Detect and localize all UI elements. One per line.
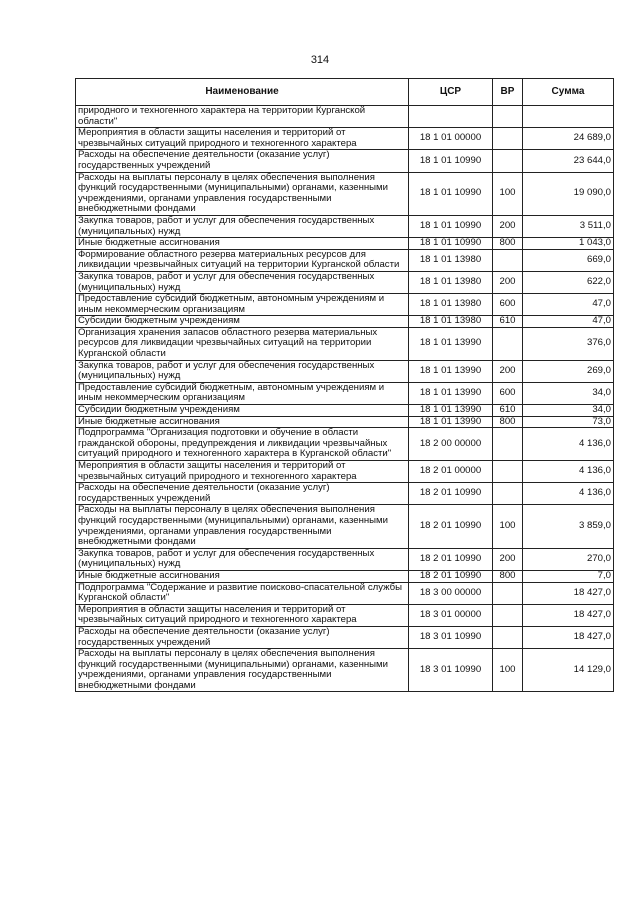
row-sum-cell: 669,0 (523, 249, 614, 271)
row-csr-cell: 18 3 01 10990 (409, 626, 493, 648)
row-sum-cell: 269,0 (523, 360, 614, 382)
row-csr-cell: 18 2 01 10990 (409, 483, 493, 505)
row-sum-cell: 4 136,0 (523, 428, 614, 461)
table-body (76, 106, 614, 692)
row-vr-cell: 610 (493, 316, 523, 328)
row-vr-cell: 800 (493, 238, 523, 250)
row-sum-cell: 3 859,0 (523, 505, 614, 548)
row-name-cell: Субсидии бюджетным учреждениям (76, 405, 409, 417)
row-sum-cell: 23 644,0 (523, 150, 614, 172)
table-row (76, 360, 614, 382)
table-row (76, 294, 614, 316)
table-row (76, 626, 614, 648)
row-name-cell: Закупка товаров, работ и услуг для обеспечения государственных (муниципальных) нужд (76, 360, 409, 382)
table-row (76, 150, 614, 172)
row-name-cell: Предоставление субсидий бюджетным, автономным учреждениям и иным некоммерческим организациям (76, 382, 409, 404)
row-vr-cell: 800 (493, 416, 523, 428)
row-vr-cell: 800 (493, 570, 523, 582)
row-vr-cell: 600 (493, 382, 523, 404)
row-name-cell: Расходы на выплаты персоналу в целях обеспечения выполнения функций государственными (муниципальными) органами, казенными учреждениями, органами управления государственными внебюджетными фондами (76, 649, 409, 692)
row-csr-cell: 18 2 01 10990 (409, 570, 493, 582)
table-row (76, 461, 614, 483)
table-row (76, 249, 614, 271)
row-vr-cell: 100 (493, 172, 523, 215)
row-name-cell: Расходы на обеспечение деятельности (оказание услуг) государственных учреждений (76, 626, 409, 648)
row-vr-cell: 100 (493, 505, 523, 548)
row-csr-cell: 18 1 01 13990 (409, 327, 493, 360)
table-row (76, 382, 614, 404)
table-row (76, 172, 614, 215)
row-name-cell: Организация хранения запасов областного резерва материальных ресурсов для ликвидации чрезвычайных ситуаций на территории Курганской области (76, 327, 409, 360)
row-csr-cell (409, 106, 493, 128)
row-name-cell: Расходы на выплаты персоналу в целях обеспечения выполнения функций государственными (муниципальными) органами, казенными учреждениями, органами управления государственными внебюджетными фондами (76, 505, 409, 548)
table-row (76, 548, 614, 570)
row-name-cell: Иные бюджетные ассигнования (76, 416, 409, 428)
table-row (76, 316, 614, 328)
row-csr-cell: 18 2 01 00000 (409, 461, 493, 483)
row-name-cell: Субсидии бюджетным учреждениям (76, 316, 409, 328)
row-vr-cell (493, 128, 523, 150)
row-sum-cell: 18 427,0 (523, 582, 614, 604)
table-row (76, 238, 614, 250)
table-row (76, 327, 614, 360)
table-row (76, 106, 614, 128)
row-csr-cell: 18 3 01 10990 (409, 649, 493, 692)
table-row (76, 582, 614, 604)
header-vr: ВР (493, 79, 523, 106)
row-csr-cell: 18 1 01 13990 (409, 382, 493, 404)
row-sum-cell: 47,0 (523, 316, 614, 328)
table-row (76, 649, 614, 692)
row-name-cell: Иные бюджетные ассигнования (76, 570, 409, 582)
header-name: Наименование (76, 79, 409, 106)
row-vr-cell: 200 (493, 360, 523, 382)
row-name-cell: Закупка товаров, работ и услуг для обеспечения государственных (муниципальных) нужд (76, 548, 409, 570)
row-csr-cell: 18 1 01 10990 (409, 150, 493, 172)
row-sum-cell: 270,0 (523, 548, 614, 570)
row-csr-cell: 18 1 01 13980 (409, 249, 493, 271)
row-name-cell: Мероприятия в области защиты населения и территорий от чрезвычайных ситуаций природного и техногенного характера (76, 461, 409, 483)
budget-table (75, 78, 614, 692)
row-sum-cell: 19 090,0 (523, 172, 614, 215)
row-sum-cell: 1 043,0 (523, 238, 614, 250)
row-csr-cell: 18 1 01 10990 (409, 172, 493, 215)
row-vr-cell: 610 (493, 405, 523, 417)
row-vr-cell (493, 461, 523, 483)
row-vr-cell: 200 (493, 215, 523, 237)
row-sum-cell: 376,0 (523, 327, 614, 360)
table-row (76, 604, 614, 626)
table-row (76, 416, 614, 428)
row-name-cell: Подпрограмма "Содержание и развитие поисково-спасательной службы Курганской области" (76, 582, 409, 604)
row-sum-cell: 73,0 (523, 416, 614, 428)
table-row (76, 483, 614, 505)
row-csr-cell: 18 1 01 13980 (409, 316, 493, 328)
row-vr-cell (493, 150, 523, 172)
row-vr-cell (493, 626, 523, 648)
row-sum-cell: 4 136,0 (523, 483, 614, 505)
row-name-cell: Формирование областного резерва материальных ресурсов для ликвидации чрезвычайных ситуаций на территории Курганской области (76, 249, 409, 271)
row-vr-cell: 100 (493, 649, 523, 692)
row-sum-cell: 34,0 (523, 382, 614, 404)
table-row (76, 271, 614, 293)
row-csr-cell: 18 2 01 10990 (409, 505, 493, 548)
row-sum-cell: 4 136,0 (523, 461, 614, 483)
page-number: 314 (310, 54, 330, 66)
row-csr-cell: 18 1 01 13990 (409, 416, 493, 428)
row-csr-cell: 18 1 01 13980 (409, 271, 493, 293)
row-csr-cell: 18 2 00 00000 (409, 428, 493, 461)
row-name-cell: Расходы на выплаты персоналу в целях обеспечения выполнения функций государственными (муниципальными) органами, казенными учреждениями, органами управления государственными внебюджетными фондами (76, 172, 409, 215)
row-name-cell: Закупка товаров, работ и услуг для обеспечения государственных (муниципальных) нужд (76, 215, 409, 237)
row-csr-cell: 18 3 01 00000 (409, 604, 493, 626)
row-sum-cell: 3 511,0 (523, 215, 614, 237)
row-vr-cell: 200 (493, 271, 523, 293)
row-sum-cell: 14 129,0 (523, 649, 614, 692)
row-csr-cell: 18 1 01 10990 (409, 215, 493, 237)
table-header-row (76, 79, 614, 106)
row-sum-cell: 24 689,0 (523, 128, 614, 150)
table-row (76, 505, 614, 548)
row-vr-cell: 200 (493, 548, 523, 570)
row-csr-cell: 18 3 00 00000 (409, 582, 493, 604)
row-vr-cell (493, 582, 523, 604)
row-sum-cell (523, 106, 614, 128)
header-sum: Сумма (523, 79, 614, 106)
row-sum-cell: 47,0 (523, 294, 614, 316)
row-sum-cell: 622,0 (523, 271, 614, 293)
table-row (76, 570, 614, 582)
row-csr-cell: 18 1 01 10990 (409, 238, 493, 250)
row-vr-cell (493, 428, 523, 461)
table-row (76, 405, 614, 417)
row-name-cell: Иные бюджетные ассигнования (76, 238, 409, 250)
row-csr-cell: 18 1 01 13990 (409, 405, 493, 417)
row-name-cell: Расходы на обеспечение деятельности (оказание услуг) государственных учреждений (76, 483, 409, 505)
row-csr-cell: 18 2 01 10990 (409, 548, 493, 570)
row-vr-cell: 600 (493, 294, 523, 316)
row-sum-cell: 34,0 (523, 405, 614, 417)
row-vr-cell (493, 604, 523, 626)
row-vr-cell (493, 106, 523, 128)
row-sum-cell: 18 427,0 (523, 604, 614, 626)
row-sum-cell: 18 427,0 (523, 626, 614, 648)
table-row (76, 428, 614, 461)
row-csr-cell: 18 1 01 13990 (409, 360, 493, 382)
row-name-cell: Предоставление субсидий бюджетным, автономным учреждениям и иным некоммерческим организациям (76, 294, 409, 316)
table-row (76, 128, 614, 150)
row-csr-cell: 18 1 01 13980 (409, 294, 493, 316)
row-sum-cell: 7,0 (523, 570, 614, 582)
row-csr-cell: 18 1 01 00000 (409, 128, 493, 150)
row-name-cell: Закупка товаров, работ и услуг для обеспечения государственных (муниципальных) нужд (76, 271, 409, 293)
row-vr-cell (493, 327, 523, 360)
table-row (76, 215, 614, 237)
header-csr: ЦСР (409, 79, 493, 106)
row-name-cell: Мероприятия в области защиты населения и территорий от чрезвычайных ситуаций природного и техногенного характера (76, 604, 409, 626)
row-vr-cell (493, 483, 523, 505)
row-name-cell: Расходы на обеспечение деятельности (оказание услуг) государственных учреждений (76, 150, 409, 172)
row-vr-cell (493, 249, 523, 271)
row-name-cell: Подпрограмма "Организация подготовки и обучение в области гражданской обороны, предупреждения и ликвидации чрезвычайных ситуаций природного и техногенного характера в Курганской области" (76, 428, 409, 461)
row-name-cell: природного и техногенного характера на территории Курганской области" (76, 106, 409, 128)
row-name-cell: Мероприятия в области защиты населения и территорий от чрезвычайных ситуаций природного и техногенного характера (76, 128, 409, 150)
